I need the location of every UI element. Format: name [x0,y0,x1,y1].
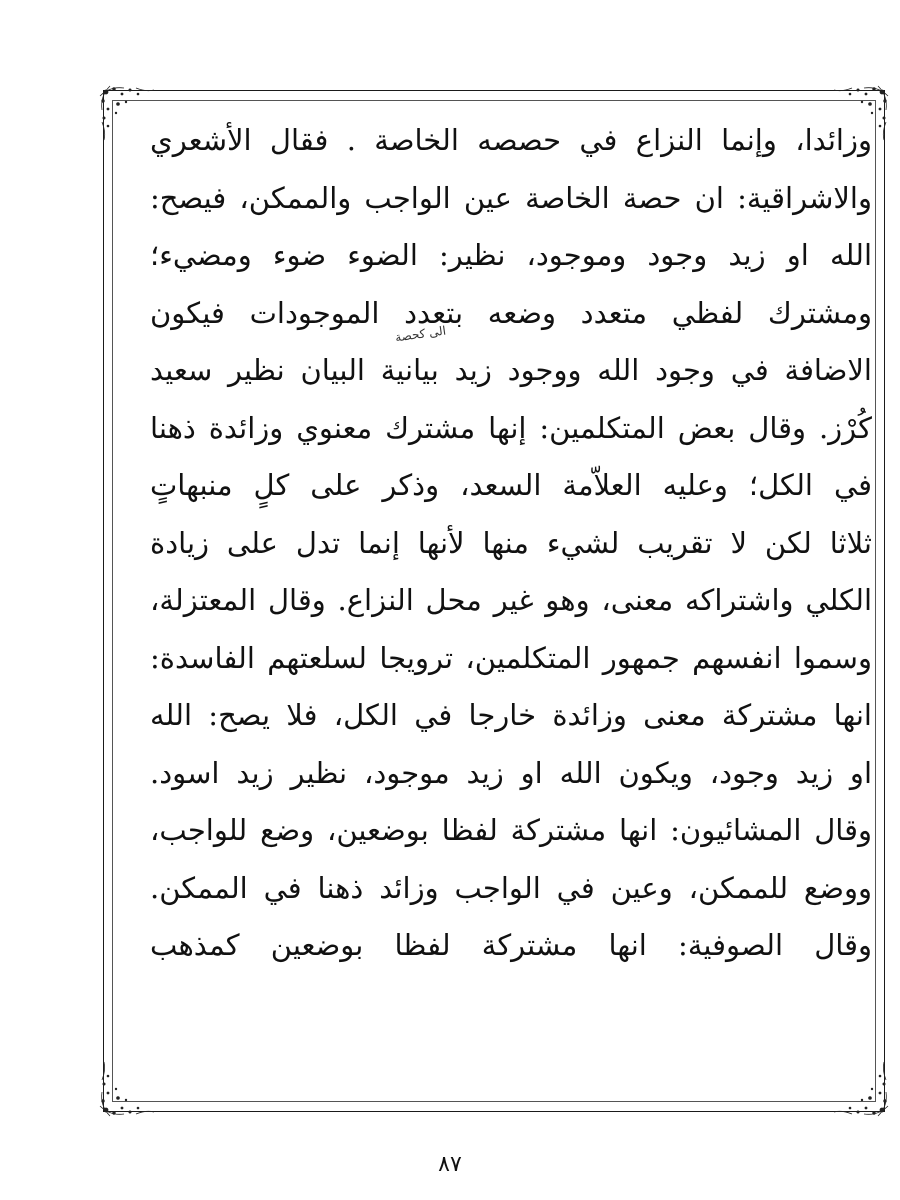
corner-ornament-bottom-right [822,1050,892,1120]
text-line-10: وسموا انفسهم جمهور المتكلمين، ترويجا لسلعتهم الفاسدة: [150,640,872,675]
text-line-1: وزائدا، وإنما النزاع في حصصه الخاصة . فقال الأشعري [150,123,872,157]
text-line-13: وقال المشائيون: انها مشتركة لفظا بوضعين، وضع للواجب، [150,813,872,847]
text-line-15: وقال الصوفية: انها مشتركة لفظا بوضعين كمذهب [150,928,872,962]
text-line-2: والاشراقية: ان حصة الخاصة عين الواجب والممكن، فيصح: [150,180,872,215]
text-line-6: كُرْز. وقال بعض المتكلمين: إنها مشترك معنوي وزائدة ذهنا [150,410,872,445]
text-line-11: انها مشتركة معنى وزائدة خارجا في الكل، فلا يصح: الله [150,698,872,732]
text-line-9: الكلي واشتراكه معنى، وهو غير محل النزاع. وقال المعتزلة، [150,583,872,617]
text-line-7: في الكل؛ وعليه العلاّمة السعد، وذكر على كلٍ منبهاتٍ [150,468,872,502]
text-line-5: الاضافة في وجود الله ووجود زيد بيانية البيان نظير سعيد [150,353,872,387]
page-number: ٨٧ [438,1152,462,1177]
text-line-14: ووضع للممكن، وعين في الواجب وزائد ذهنا في الممكن. [150,870,872,905]
text-line-12: او زيد وجود، ويكون الله او زيد موجود، نظير زيد اسود. [150,755,872,790]
text-line-8: ثلاثا لكن لا تقريب لشيء منها لأنها إنما تدل على زيادة [150,525,872,560]
interlinear-note: الى كحصة [394,323,447,345]
body-text [150,112,872,975]
text-line-3: الله او زيد وجود وموجود، نظير: الضوء ضوء ومضيء؛ [150,238,872,272]
text-line-4: ومشترك لفظي متعدد وضعه بتعدد الموجودات فيكون [150,295,872,330]
corner-ornament-bottom-left [96,1050,166,1120]
